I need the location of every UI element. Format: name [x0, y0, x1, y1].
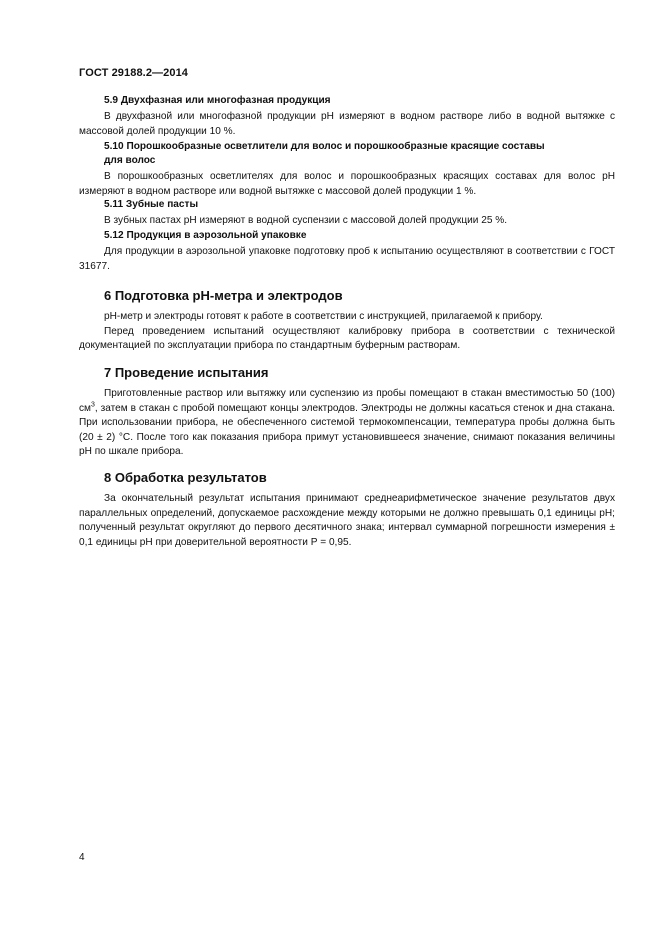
section-5-11-paragraph: В зубных пастах pH измеряют в водной суспензии с массовой долей продукции 25 %. — [104, 215, 508, 226]
section-8-paragraph: За окончательный результат испытания принимают среднеарифметическое значение результатов двух параллельных определений, допускаемое расхождение между которыми не должно превышать 0,1 единицы pH; полученный результат округляют до первого десятичного знака; интервал суммарной погрешности измерения ± 0,1 единицы pH при доверительной вероятности Р = 0,95. — [79, 493, 615, 548]
section-5-12-text — [79, 245, 615, 274]
section-5-12-paragraph: Для продукции в аэрозольной упаковке подготовку проб к испытанию осуществляют в соответствии с ГОСТ 31677. — [79, 246, 615, 272]
section-5-11-text — [79, 214, 615, 229]
section-5-12-heading: 5.12 Продукция в аэрозольной упаковке — [104, 230, 307, 241]
page-number: 4 — [79, 852, 85, 863]
cubic-superscript: 3 — [91, 401, 95, 409]
section-5-10-heading-line1: 5.10 Порошкообразные осветлители для волос и порошкообразные красящие составы — [104, 141, 545, 152]
section-5-9-paragraph: В двухфазной или многофазной продукции pH измеряют в водном растворе либо в водной вытяжке с массовой долей продукции 10 %. — [79, 111, 615, 137]
section-8-heading: 8 Обработка результатов — [104, 470, 267, 485]
document-header: ГОСТ 29188.2—2014 — [79, 67, 189, 79]
section-5-10-text — [79, 170, 615, 199]
section-7-heading: 7 Проведение испытания — [104, 365, 269, 380]
section-6-heading: 6 Подготовка pH-метра и электродов — [104, 288, 343, 303]
section-7-text-part-a: Приготовленные раствор или вытяжку или суспензию из пробы помещают в стакан вместимостью 50 (100) см — [79, 388, 615, 414]
section-5-10-heading-line2: для волос — [104, 155, 156, 166]
section-8-text — [79, 492, 615, 550]
section-6-paragraph-1: pH-метр и электроды готовят к работе в соответствии с инструкцией, прилагаемой к прибору. — [104, 311, 543, 322]
section-5-11-heading: 5.11 Зубные пасты — [104, 199, 199, 210]
section-5-9-text — [79, 110, 615, 139]
section-7-paragraph — [79, 387, 615, 460]
section-5-9-heading: 5.9 Двухфазная или многофазная продукция — [104, 95, 331, 106]
section-7-text-part-b: , затем в стакан с пробой помещают концы электродов. Электроды не должны касаться стенок и дна стакана. При использовании прибора, не обеспеченного системой термокомпенсации, температура пробы должна быть (20 ± 2) °С. После того как показания прибора примут установившееся значение, снимают показания величины pH по шкале прибора. — [79, 402, 615, 458]
section-5-10-paragraph: В порошкообразных осветлителях для волос и порошкообразных красящих составах для волос pH измеряют в водном растворе или водной вытяжке с массовой долей продукции 1 %. — [79, 171, 615, 197]
section-6-paragraph-2: Перед проведением испытаний осуществляют калибровку прибора в соответствии с технической документацией по эксплуатации прибора по стандартным буферным растворам. — [79, 325, 615, 352]
section-6-text — [79, 310, 615, 354]
section-7-text — [79, 387, 615, 460]
